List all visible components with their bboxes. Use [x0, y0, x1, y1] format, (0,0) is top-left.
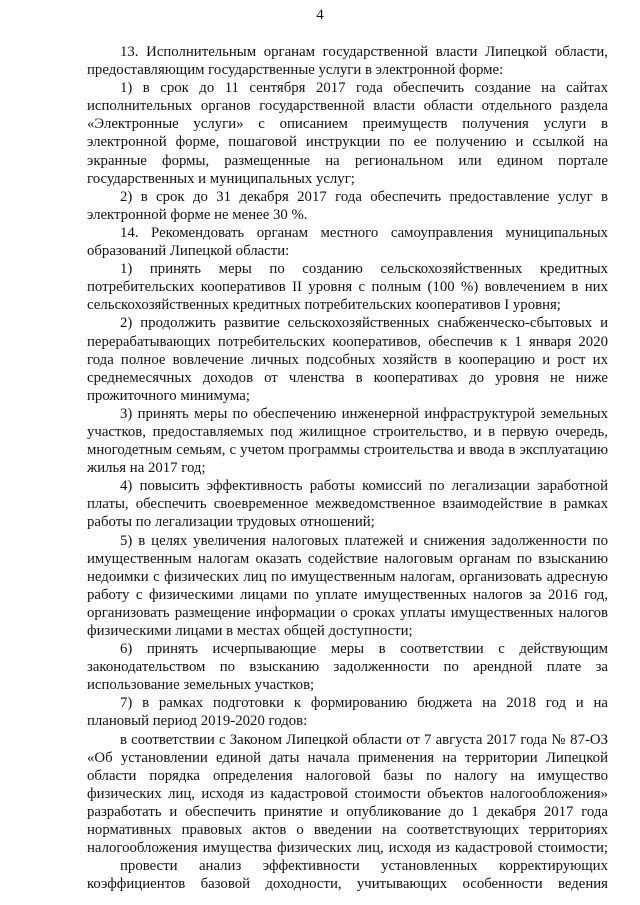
text-line: нормативных правовых актов о введении на соответствующих территориях: [87, 822, 608, 839]
text-line: участков, предоставляемых под жилищное строительство, и в первую очередь,: [87, 423, 608, 440]
text-line: имущественным налогам оказать содействие налоговым органам по взысканию: [87, 550, 608, 567]
text-line: 2) продолжить развитие сельскохозяйственных снабженческо-сбытовых и: [120, 315, 608, 332]
text-line: платы, обеспечить своевременное межведомственное взаимодействие в рамках: [87, 496, 608, 513]
text-line: 13. Исполнительным органам государственной власти Липецкой области,: [120, 44, 608, 60]
text-line: в соответствии с Законом Липецкой области от 7 августа 2017 года № 87-ОЗ: [120, 731, 608, 748]
text-line: электронной форме, пошаговой инструкции по ее получению и ссылкой на: [87, 134, 608, 151]
text-line: многодетным семьям, с учетом программы строительства и ввода в эксплуатацию: [87, 442, 608, 459]
text-line: использование земельных участков;: [87, 677, 315, 694]
text-line: плановый период 2019-2020 годов:: [87, 713, 308, 730]
text-line: 3) принять меры по обеспечению инженерной инфраструктурой земельных: [120, 405, 608, 422]
text-line: организовать размещение информации о сроках уплаты имущественных налогов: [87, 604, 608, 621]
text-line: работы по легализации трудовых отношений;: [87, 514, 375, 531]
text-line: 4) повысить эффективность работы комиссий по легализации заработной: [120, 478, 608, 495]
text-line: среднемесячных доходов от членства в кооперативах до уровня не ниже: [87, 369, 608, 386]
text-line: области порядка определения налоговой базы по налогу на имущество: [87, 767, 608, 784]
text-line: работу с физическими лицами по уплате имущественных налогов за 2016 год,: [87, 586, 608, 603]
text-line: законодательством по взысканию задолженности по арендной плате за: [87, 659, 608, 676]
text-line: 1) принять меры по созданию сельскохозяйственных кредитных: [120, 261, 608, 278]
text-line: исполнительных органов государственной власти области отдельного раздела: [87, 98, 608, 115]
text-line: недоимки с физических лиц по имущественным налогам, организовать адресную: [87, 568, 608, 585]
text-line: 7) в рамках подготовки к формированию бюджета на 2018 год и на: [120, 695, 608, 712]
text-line: 1) в срок до 11 сентября 2017 года обеспечить создание на сайтах: [120, 80, 608, 97]
text-line: образований Липецкой области:: [87, 243, 290, 260]
text-line: физических лиц, исходя из кадастровой стоимости объектов налогообложения»: [87, 785, 608, 802]
text-line: провести анализ эффективности установленных корректирующих: [120, 858, 608, 875]
text-line: 6) принять исчерпывающие меры в соответствии с действующим: [120, 641, 608, 658]
text-line: разработать и обеспечить принятие и опубликование до 1 декабря 2017 года: [87, 803, 608, 820]
text-line: 5) в целях увеличения налоговых платежей и снижения задолженности по: [120, 532, 608, 549]
text-line: «Об установлении единой даты начала применения на территории Липецкой: [87, 749, 608, 766]
text-line: жилья на 2017 год;: [87, 460, 206, 477]
text-line: коэффициентов базовой доходности, учитывающих особенности ведения: [87, 876, 608, 893]
text-line: предоставляющим государственные услуги в электронной форме:: [87, 62, 504, 79]
text-line: «Электронные услуги» с описанием преимуществ получения услуги в: [87, 116, 608, 133]
text-line: экранные формы, размещенные на региональном или едином портале: [87, 152, 608, 169]
text-line: налогообложения имущества физических лиц, исходя из кадастровой стоимости;: [87, 840, 608, 857]
text-line: государственных и муниципальных услуг;: [87, 170, 355, 187]
text-line: 14. Рекомендовать органам местного самоуправления муниципальных: [120, 224, 608, 241]
text-line: сельскохозяйственных кредитных потребительских кооперативов I уровня;: [87, 297, 561, 314]
page-number: 4: [316, 7, 324, 23]
text-line: перерабатывающих потребительских кооперативов, обеспечив к 1 января 2020: [87, 333, 608, 350]
text-line: потребительских кооперативов II уровня с полным (100 %) вовлечением в них: [87, 279, 608, 296]
text-line: физическими лицами в местах общей доступности;: [87, 623, 413, 639]
text-line: электронной форме не менее 30 %.: [87, 206, 308, 223]
text-line: года полное вовлечение личных подсобных хозяйств в кооперацию и рост их: [87, 351, 608, 368]
document-body: [87, 43, 608, 893]
text-line: прожиточного минимума;: [87, 387, 250, 404]
text-line: 2) в срок до 31 декабря 2017 года обеспечить предоставление услуг в: [120, 188, 608, 205]
